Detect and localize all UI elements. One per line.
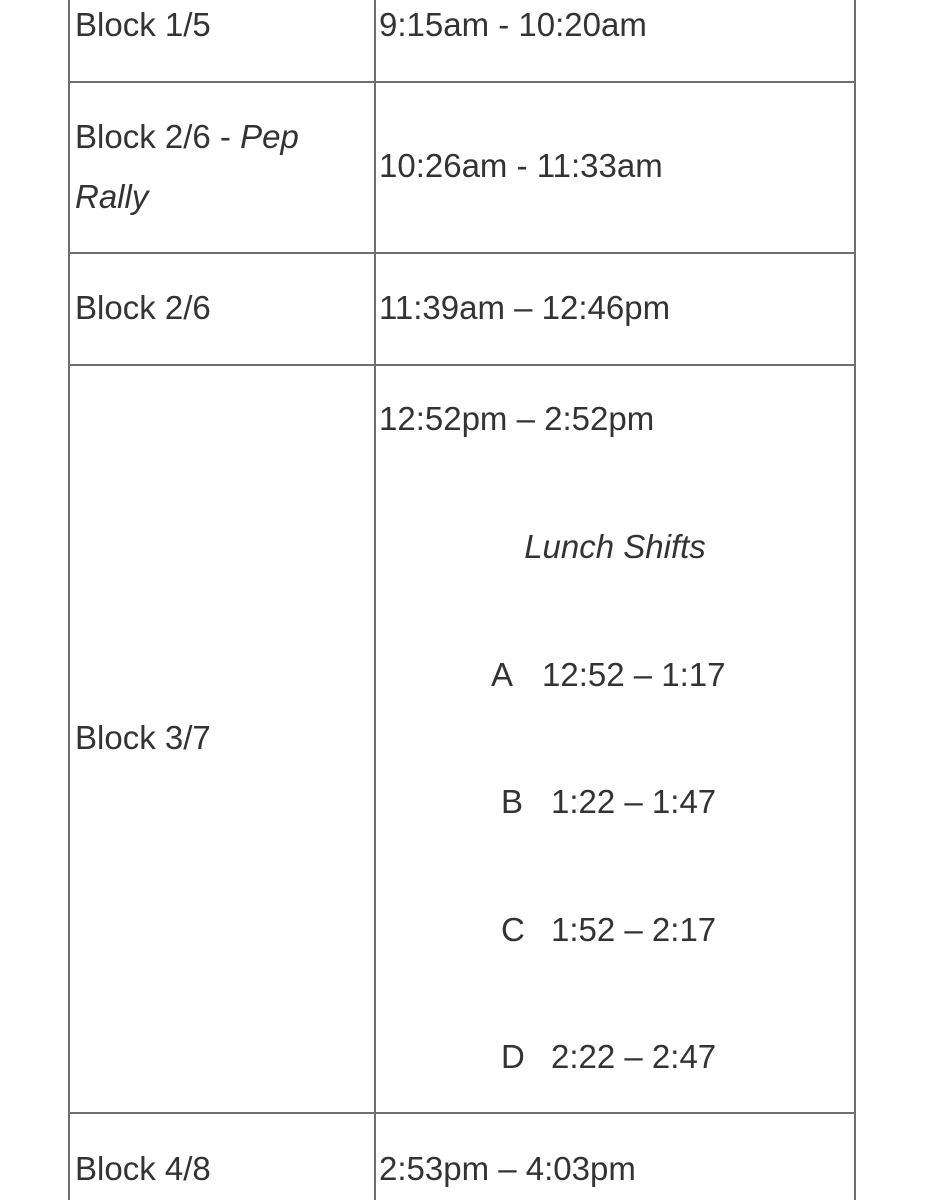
- event-note: Pep: [240, 118, 299, 155]
- event-note: Rally: [75, 178, 149, 215]
- block-time: 11:39am – 12:46pm: [379, 289, 671, 326]
- block-label: Block 2/6: [75, 289, 211, 326]
- lunch-shift-time: 1:52 – 2:17: [551, 911, 717, 948]
- lunch-shift-letter: A: [491, 656, 514, 693]
- lunch-shifts-heading: Lunch Shifts: [524, 528, 706, 565]
- lunch-shift-letter: C: [501, 911, 525, 948]
- block-label: Block 4/8: [75, 1150, 211, 1187]
- block-time: 12:52pm – 2:52pm: [379, 400, 655, 437]
- lunch-shift-letter: D: [501, 1038, 525, 1075]
- block-time: 9:15am - 10:20am: [379, 6, 647, 43]
- table-left-border: [68, 0, 70, 1200]
- lunch-shift-time: 1:22 – 1:47: [551, 783, 717, 820]
- row-divider: [68, 81, 856, 83]
- block-label: Block 1/5: [75, 6, 211, 43]
- block-label-text: Block 2/6 -: [75, 118, 241, 155]
- lunch-shift-letter: B: [501, 783, 524, 820]
- row-divider: [68, 252, 856, 254]
- block-time: 2:53pm – 4:03pm: [379, 1150, 636, 1187]
- block-label: Block 3/7: [75, 719, 211, 756]
- block-time: 10:26am - 11:33am: [379, 147, 663, 184]
- lunch-shift-time: 12:52 – 1:17: [542, 656, 726, 693]
- block-label: [75, 107, 299, 167]
- lunch-shift-time: 2:22 – 2:47: [551, 1038, 717, 1075]
- table-right-border: [854, 0, 856, 1200]
- row-divider: [68, 364, 856, 366]
- row-divider: [68, 1112, 856, 1114]
- table-column-divider: [374, 0, 376, 1200]
